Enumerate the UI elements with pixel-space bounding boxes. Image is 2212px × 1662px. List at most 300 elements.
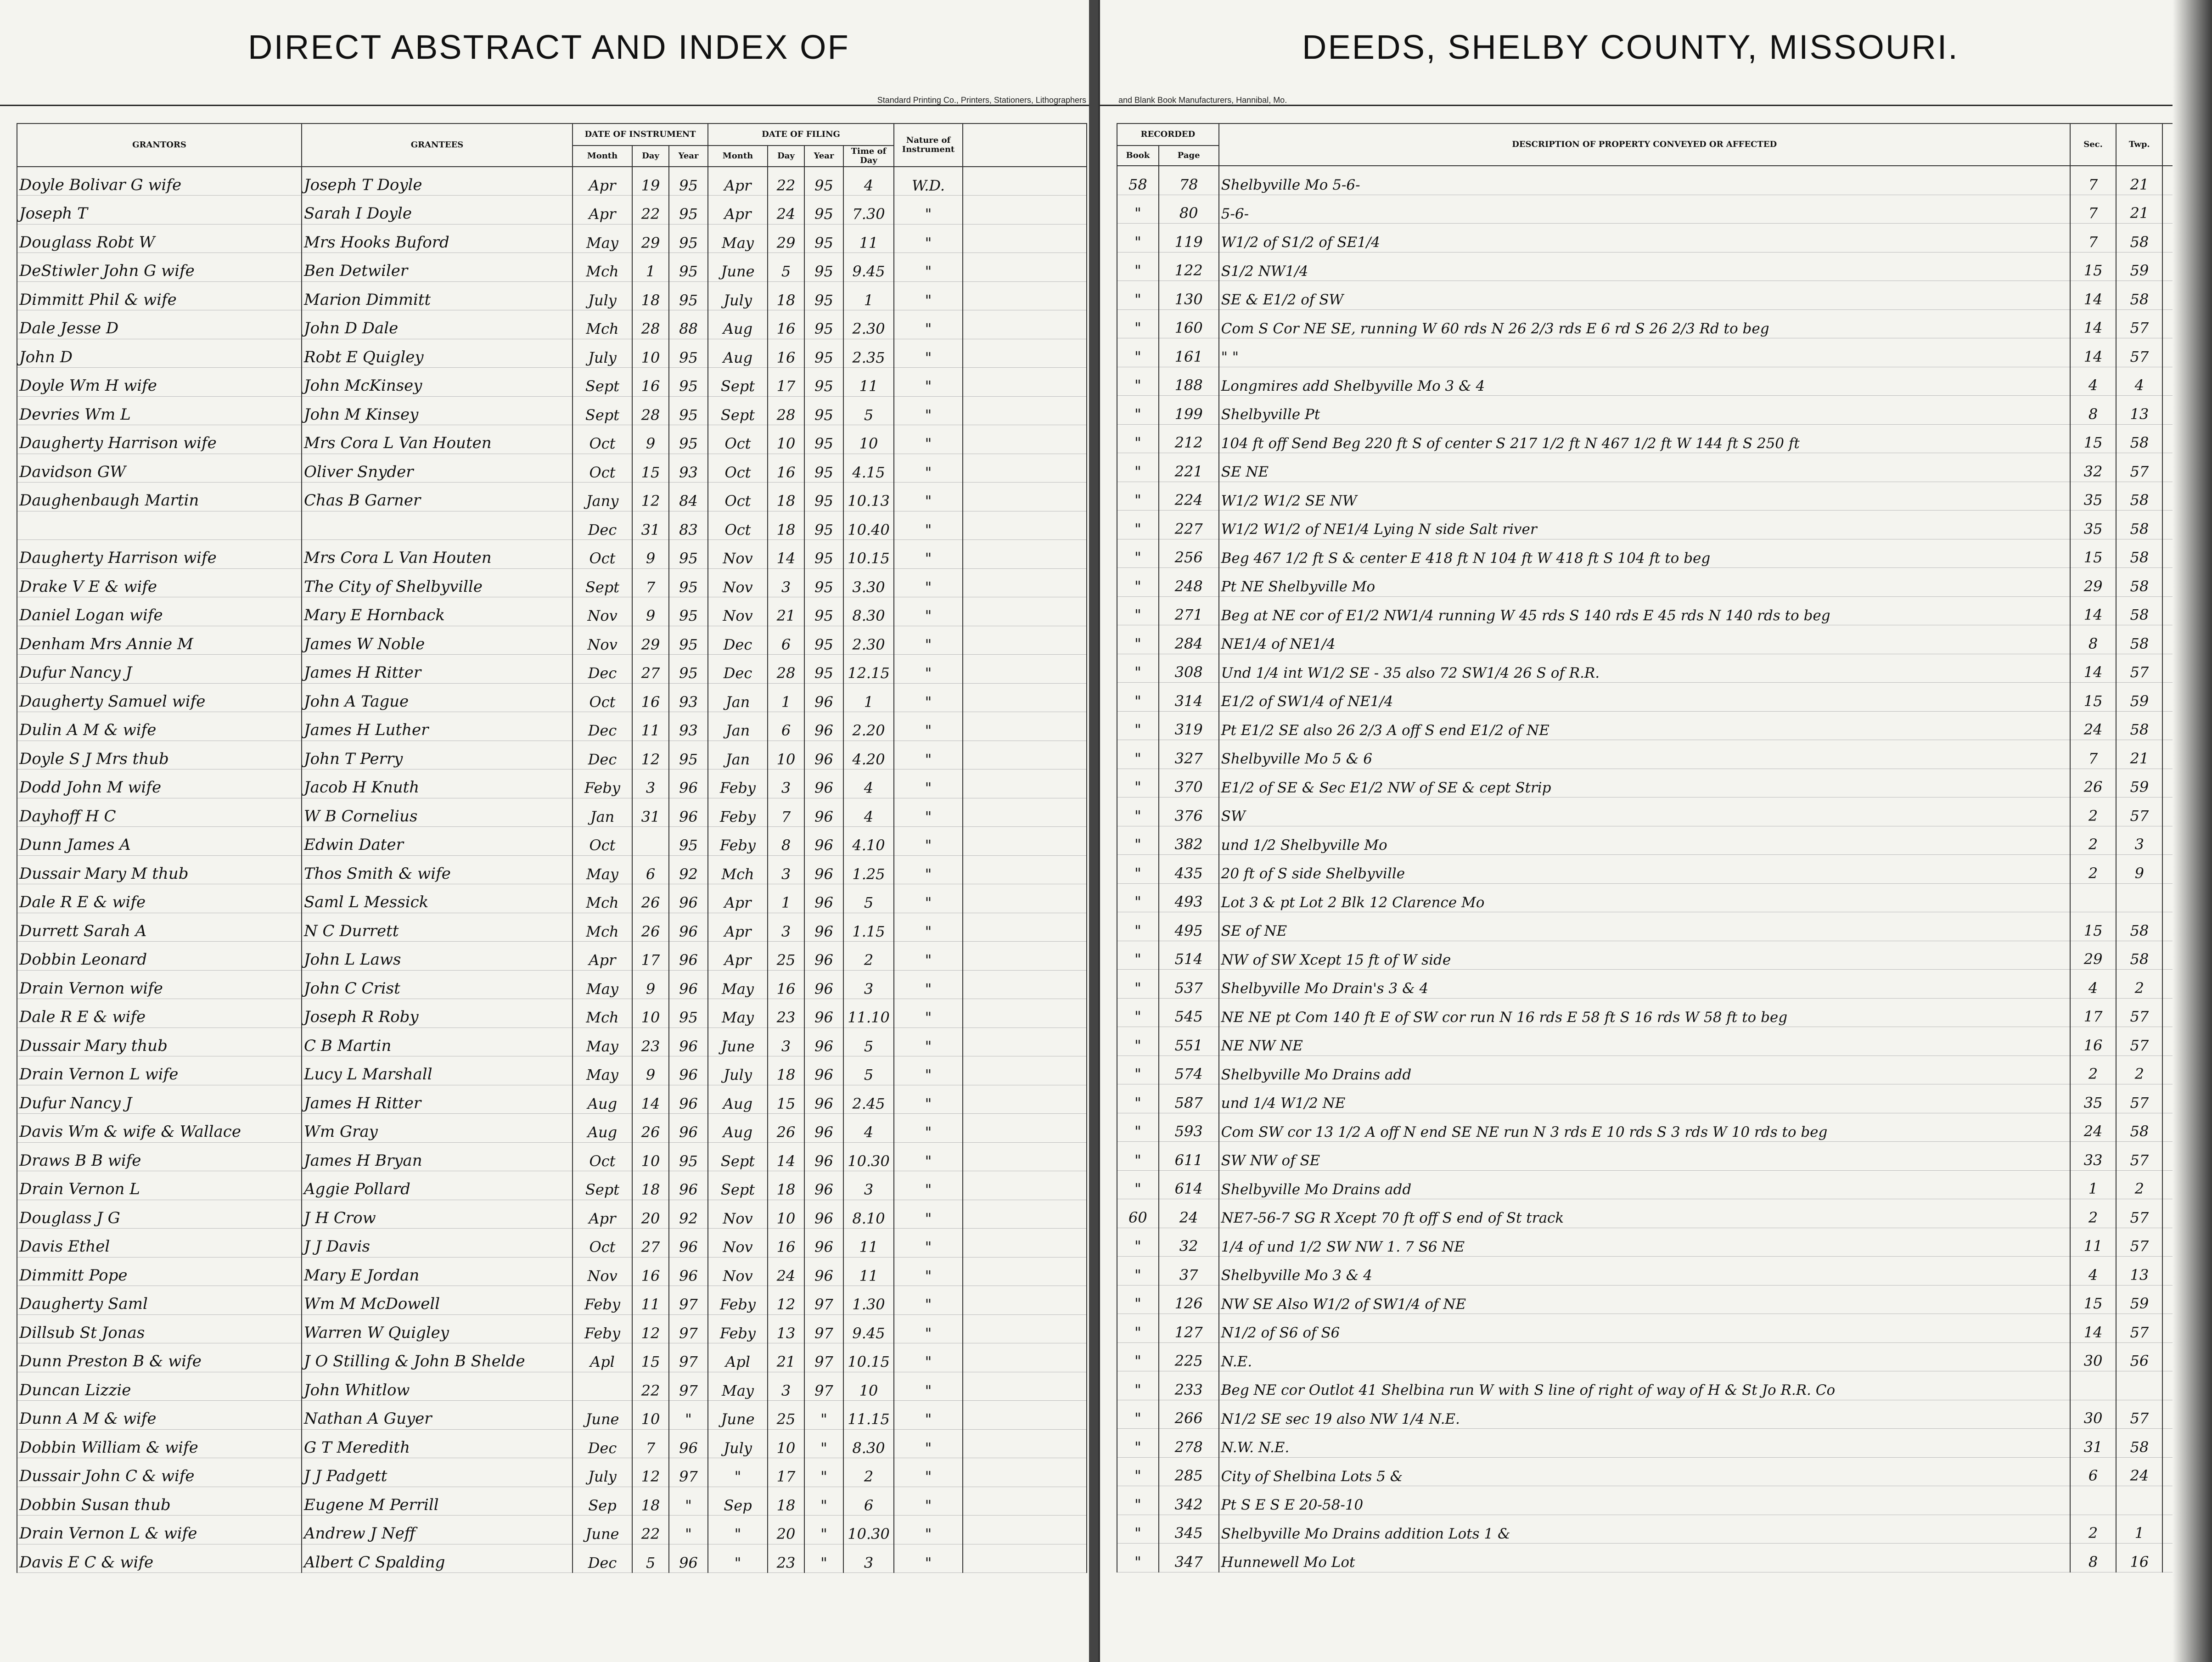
twp-cell: 58 xyxy=(2116,1113,2162,1142)
filing-year-cell: 96 xyxy=(804,970,843,999)
month-cell: May xyxy=(573,1028,632,1056)
year-cell: 95 xyxy=(669,253,708,282)
nature-cell: " xyxy=(894,999,963,1028)
day-cell: 14 xyxy=(632,1085,669,1114)
page-cell: 224 xyxy=(1159,482,1219,511)
ledger-row xyxy=(17,1286,1087,1315)
month-cell: Feby xyxy=(573,769,632,798)
book-cell: " xyxy=(1117,1371,1159,1400)
blank-cell xyxy=(963,568,1087,597)
ledger-row xyxy=(1117,568,2209,597)
title-rule xyxy=(0,105,1089,106)
grantee-cell: Mary E Jordan xyxy=(302,1257,573,1286)
filing-year-cell: " xyxy=(804,1401,843,1430)
ledger-row xyxy=(1117,883,2209,912)
nature-cell: " xyxy=(894,1487,963,1516)
day-cell xyxy=(632,827,669,856)
time-cell: 4 xyxy=(843,1114,894,1143)
description-cell: NW SE Also W1/2 of SW1/4 of NE xyxy=(1219,1285,2070,1314)
ledger-row xyxy=(1117,826,2209,855)
blank-cell xyxy=(963,1056,1087,1085)
grantee-cell: James H Luther xyxy=(302,712,573,741)
month-cell: Feby xyxy=(573,1286,632,1315)
ledger-row xyxy=(17,568,1087,597)
day-cell: 17 xyxy=(632,942,669,971)
day-cell: 18 xyxy=(632,281,669,310)
page-cell: 212 xyxy=(1159,424,1219,453)
book-cell: " xyxy=(1117,568,1159,597)
grantor-cell: Dunn A M & wife xyxy=(17,1401,302,1430)
ledger-row xyxy=(17,970,1087,999)
page-cell: 199 xyxy=(1159,396,1219,425)
year-cell: 96 xyxy=(669,913,708,942)
year-cell: 96 xyxy=(669,1257,708,1286)
month-cell: Sept xyxy=(573,368,632,397)
day-cell: 22 xyxy=(632,1372,669,1401)
ledger-row xyxy=(17,310,1087,339)
filing-month-cell: Apr xyxy=(708,196,768,225)
page-cell: 221 xyxy=(1159,453,1219,482)
time-cell: 5 xyxy=(843,884,894,913)
sec-cell: 7 xyxy=(2070,224,2117,253)
ledger-row xyxy=(17,1114,1087,1143)
book-cell: " xyxy=(1117,424,1159,453)
time-cell: 3.30 xyxy=(843,568,894,597)
grantor-cell: Dale R E & wife xyxy=(17,999,302,1028)
page-cell: 370 xyxy=(1159,769,1219,797)
grantee-cell: Joseph R Roby xyxy=(302,999,573,1028)
sec-cell xyxy=(2070,883,2117,912)
blank-cell xyxy=(963,942,1087,971)
grantor-cell: Devries Wm L xyxy=(17,396,302,425)
time-cell: 11 xyxy=(843,1229,894,1258)
twp-cell xyxy=(2116,1371,2162,1400)
book-cell: 58 xyxy=(1117,166,1159,195)
description-cell: N1/2 SE sec 19 also NW 1/4 N.E. xyxy=(1219,1400,2070,1429)
month-cell xyxy=(573,1372,632,1401)
filing-day-cell: 18 xyxy=(768,483,804,511)
time-cell: 2.20 xyxy=(843,712,894,741)
ledger-row xyxy=(17,454,1087,483)
ledger-row xyxy=(1117,1429,2209,1458)
book-cell: " xyxy=(1117,453,1159,482)
twp-cell: 58 xyxy=(2116,596,2162,625)
filing-month-cell: Apr xyxy=(708,167,768,196)
twp-cell: 57 xyxy=(2116,1084,2162,1113)
nature-cell: " xyxy=(894,827,963,856)
book-cell: " xyxy=(1117,912,1159,941)
filing-day-cell: 24 xyxy=(768,196,804,225)
blank-cell xyxy=(963,1200,1087,1229)
ledger-row xyxy=(1117,912,2209,941)
year-cell: 95 xyxy=(669,655,708,684)
ledger-row xyxy=(1117,224,2209,253)
twp-cell xyxy=(2116,1486,2162,1515)
grantor-cell: Drain Vernon L xyxy=(17,1171,302,1200)
twp-cell: 59 xyxy=(2116,1285,2162,1314)
twp-cell: 58 xyxy=(2116,711,2162,740)
description-cell: Shelbyville Mo Drains add xyxy=(1219,1056,2070,1084)
time-cell: 10.30 xyxy=(843,1142,894,1171)
grantor-cell: Daugherty Saml xyxy=(17,1286,302,1315)
nature-cell: " xyxy=(894,712,963,741)
month-cell: June xyxy=(573,1401,632,1430)
twp-cell: 58 xyxy=(2116,511,2162,539)
month-cell: Sept xyxy=(573,396,632,425)
month-cell: Nov xyxy=(573,1257,632,1286)
sec-header: Sec. xyxy=(2070,124,2117,166)
page-cell: 122 xyxy=(1159,252,1219,281)
time-cell: 10 xyxy=(843,1372,894,1401)
ledger-row xyxy=(1117,1342,2209,1371)
filing-year-cell: 96 xyxy=(804,712,843,741)
description-cell: SE & E1/2 of SW xyxy=(1219,281,2070,310)
nature-header: Nature of Instrument xyxy=(894,124,963,167)
day-cell: 9 xyxy=(632,970,669,999)
grantor-cell xyxy=(17,511,302,540)
page-edge xyxy=(2173,0,2212,1662)
filing-month-cell: May xyxy=(708,970,768,999)
grantor-cell: Dillsub St Jonas xyxy=(17,1314,302,1343)
time-cell: 6 xyxy=(843,1487,894,1516)
book-cell: " xyxy=(1117,367,1159,396)
grantees-header: GRANTEES xyxy=(302,124,573,167)
ledger-row xyxy=(17,1487,1087,1516)
filing-year-cell: 95 xyxy=(804,597,843,626)
sec-cell: 2 xyxy=(2070,1515,2117,1544)
day-cell: 10 xyxy=(632,1401,669,1430)
twp-cell: 58 xyxy=(2116,912,2162,941)
month-cell: Oct xyxy=(573,540,632,569)
description-cell: Com SW cor 13 1/2 A off N end SE NE run N 3 rds E 10 rds S 3 rds W 10 rds to beg xyxy=(1219,1113,2070,1142)
twp-cell: 1 xyxy=(2116,1515,2162,1544)
filing-year-cell: 97 xyxy=(804,1372,843,1401)
page-cell: 376 xyxy=(1159,797,1219,826)
blank-cell xyxy=(963,224,1087,253)
filing-month-cell: Feby xyxy=(708,827,768,856)
description-cell: und 1/4 W1/2 NE xyxy=(1219,1084,2070,1113)
grantor-cell: Davis E C & wife xyxy=(17,1544,302,1573)
description-cell: Shelbyville Mo Drain's 3 & 4 xyxy=(1219,970,2070,999)
description-cell: W1/2 of S1/2 of SE1/4 xyxy=(1219,224,2070,253)
month-cell: Feby xyxy=(573,1314,632,1343)
ledger-row xyxy=(1117,252,2209,281)
ledger-row xyxy=(17,626,1087,655)
filing-year-cell: 96 xyxy=(804,1056,843,1085)
sec-cell: 33 xyxy=(2070,1142,2117,1171)
description-cell: NW of SW Xcept 15 ft of W side xyxy=(1219,941,2070,970)
filing-year-cell: 96 xyxy=(804,913,843,942)
blank-cell xyxy=(963,798,1087,827)
grantee-cell: James H Ritter xyxy=(302,655,573,684)
page-cell: 227 xyxy=(1159,511,1219,539)
ledger-row xyxy=(17,999,1087,1028)
day-cell: 29 xyxy=(632,626,669,655)
page-cell: 537 xyxy=(1159,970,1219,999)
time-cell: 5 xyxy=(843,396,894,425)
grantee-cell: Mrs Cora L Van Houten xyxy=(302,540,573,569)
filing-year-cell: " xyxy=(804,1487,843,1516)
filing-month-cell: Oct xyxy=(708,483,768,511)
sec-cell xyxy=(2070,1486,2117,1515)
nature-cell: " xyxy=(894,1401,963,1430)
grantor-cell: Dussair John C & wife xyxy=(17,1458,302,1487)
filing-month-cell: Aug xyxy=(708,1114,768,1143)
sec-cell: 17 xyxy=(2070,998,2117,1027)
nature-cell: " xyxy=(894,1429,963,1458)
sec-cell xyxy=(2070,1371,2117,1400)
page-cell: 119 xyxy=(1159,224,1219,253)
ledger-row xyxy=(17,655,1087,684)
ledger-row xyxy=(17,167,1087,196)
book-cell: " xyxy=(1117,338,1159,367)
grantee-cell: The City of Shelbyville xyxy=(302,568,573,597)
month-cell: June xyxy=(573,1516,632,1544)
filing-month-cell: Jan xyxy=(708,683,768,712)
ledger-row xyxy=(17,511,1087,540)
filing-year-cell: 96 xyxy=(804,827,843,856)
ledger-row xyxy=(1117,1084,2209,1113)
filing-day-cell: 16 xyxy=(768,310,804,339)
grantor-cell: Drain Vernon wife xyxy=(17,970,302,999)
filing-day-cell: 10 xyxy=(768,1429,804,1458)
twp-cell: 58 xyxy=(2116,1429,2162,1458)
twp-cell: 24 xyxy=(2116,1457,2162,1486)
book-cell: " xyxy=(1117,625,1159,654)
sec-cell: 35 xyxy=(2070,482,2117,511)
ledger-row xyxy=(17,1429,1087,1458)
time-cell: 3 xyxy=(843,970,894,999)
filing-day-header: Day xyxy=(768,146,804,167)
filing-day-cell: 18 xyxy=(768,1487,804,1516)
filing-day-cell: 23 xyxy=(768,1544,804,1573)
filing-month-cell: Nov xyxy=(708,597,768,626)
year-cell: 96 xyxy=(669,1229,708,1258)
ledger-row xyxy=(17,1056,1087,1085)
filing-month-cell: Apr xyxy=(708,913,768,942)
time-cell: 7.30 xyxy=(843,196,894,225)
filing-day-cell: 10 xyxy=(768,1200,804,1229)
book-cell: " xyxy=(1117,711,1159,740)
year-cell: 84 xyxy=(669,483,708,511)
time-cell: 10.15 xyxy=(843,540,894,569)
book-cell: " xyxy=(1117,998,1159,1027)
book-cell: " xyxy=(1117,195,1159,224)
blank-cell xyxy=(963,310,1087,339)
left-page-title: DIRECT ABSTRACT AND INDEX OF xyxy=(248,28,850,66)
page-cell: 611 xyxy=(1159,1142,1219,1171)
month-cell: May xyxy=(573,855,632,884)
grantee-cell: Mrs Cora L Van Houten xyxy=(302,425,573,454)
blank-cell xyxy=(963,1314,1087,1343)
filing-month-cell: Sep xyxy=(708,1487,768,1516)
month-cell: May xyxy=(573,1056,632,1085)
ledger-row xyxy=(1117,396,2209,425)
ledger-row xyxy=(1117,1142,2209,1171)
grantee-cell: John McKinsey xyxy=(302,368,573,397)
month-cell: Dec xyxy=(573,712,632,741)
day-cell: 1 xyxy=(632,253,669,282)
nature-cell: " xyxy=(894,1056,963,1085)
month-cell: Oct xyxy=(573,1142,632,1171)
twp-cell: 4 xyxy=(2116,367,2162,396)
blank-cell xyxy=(963,281,1087,310)
book-cell: " xyxy=(1117,1486,1159,1515)
month-cell: Mch xyxy=(573,310,632,339)
grantee-cell: Robt E Quigley xyxy=(302,339,573,368)
blank-cell xyxy=(963,1458,1087,1487)
sec-cell: 26 xyxy=(2070,769,2117,797)
grantee-cell: Mary E Hornback xyxy=(302,597,573,626)
page-cell: 160 xyxy=(1159,309,1219,338)
filing-year-cell: " xyxy=(804,1516,843,1544)
grantee-cell: Warren W Quigley xyxy=(302,1314,573,1343)
ledger-row xyxy=(1117,166,2209,195)
time-cell: 3 xyxy=(843,1544,894,1573)
year-cell: 96 xyxy=(669,1171,708,1200)
sec-cell: 15 xyxy=(2070,424,2117,453)
page-cell: 78 xyxy=(1159,166,1219,195)
filing-month-header: Month xyxy=(708,146,768,167)
filing-month-cell: Sept xyxy=(708,396,768,425)
twp-cell: 13 xyxy=(2116,396,2162,425)
month-cell: May xyxy=(573,970,632,999)
time-cell: 2.30 xyxy=(843,310,894,339)
filing-year-cell: 96 xyxy=(804,942,843,971)
nature-cell: " xyxy=(894,970,963,999)
nature-cell: " xyxy=(894,253,963,282)
month-cell: Dec xyxy=(573,741,632,769)
book-cell: " xyxy=(1117,826,1159,855)
sec-cell: 7 xyxy=(2070,166,2117,195)
book-cell: " xyxy=(1117,970,1159,999)
day-cell: 18 xyxy=(632,1487,669,1516)
filing-year-header: Year xyxy=(804,146,843,167)
blank-cell xyxy=(963,655,1087,684)
grantee-cell: Lucy L Marshall xyxy=(302,1056,573,1085)
ledger-row xyxy=(1117,1314,2209,1343)
ledger-row xyxy=(1117,1056,2209,1084)
ledger-row xyxy=(17,769,1087,798)
page-cell: 345 xyxy=(1159,1515,1219,1544)
filing-day-cell: 10 xyxy=(768,425,804,454)
page-cell: 314 xyxy=(1159,683,1219,712)
month-cell: July xyxy=(573,339,632,368)
year-cell: 93 xyxy=(669,454,708,483)
grantee-cell: John D Dale xyxy=(302,310,573,339)
blank-cell xyxy=(963,1286,1087,1315)
twp-header: Twp. xyxy=(2116,124,2162,166)
grantee-cell: James W Noble xyxy=(302,626,573,655)
year-cell: " xyxy=(669,1487,708,1516)
filing-day-cell: 21 xyxy=(768,1343,804,1372)
right-imprint: and Blank Book Manufacturers, Hannibal, Mo. xyxy=(1118,95,1287,105)
day-cell: 16 xyxy=(632,683,669,712)
nature-cell: " xyxy=(894,741,963,769)
grantor-cell: Dodd John M wife xyxy=(17,769,302,798)
filing-day-cell: 3 xyxy=(768,913,804,942)
description-cell: Und 1/4 int W1/2 SE - 35 also 72 SW1/4 26 S of R.R. xyxy=(1219,654,2070,683)
day-cell: 5 xyxy=(632,1544,669,1573)
time-cell: 4.10 xyxy=(843,827,894,856)
day-cell: 11 xyxy=(632,712,669,741)
book-cell: 60 xyxy=(1117,1199,1159,1228)
ledger-row xyxy=(1117,1113,2209,1142)
grantor-rows xyxy=(17,167,1087,1573)
ledger-row xyxy=(17,368,1087,397)
blank-cell xyxy=(963,855,1087,884)
filing-day-cell: 15 xyxy=(768,1085,804,1114)
book-cell: " xyxy=(1117,596,1159,625)
twp-cell: 59 xyxy=(2116,769,2162,797)
blank-cell xyxy=(963,1028,1087,1056)
filing-month-cell: July xyxy=(708,281,768,310)
twp-cell: 57 xyxy=(2116,998,2162,1027)
year-cell: 95 xyxy=(669,339,708,368)
filing-day-cell: 25 xyxy=(768,1401,804,1430)
page-cell: 278 xyxy=(1159,1429,1219,1458)
blank-cell xyxy=(963,1401,1087,1430)
page-cell: 161 xyxy=(1159,338,1219,367)
filing-day-cell: 10 xyxy=(768,741,804,769)
time-cell: 12.15 xyxy=(843,655,894,684)
grantor-cell: Drain Vernon L wife xyxy=(17,1056,302,1085)
blank-cell xyxy=(963,167,1087,196)
page-cell: 435 xyxy=(1159,855,1219,884)
nature-cell: " xyxy=(894,1516,963,1544)
filing-day-cell: 3 xyxy=(768,568,804,597)
description-cell: W1/2 W1/2 of NE1/4 Lying N side Salt river xyxy=(1219,511,2070,539)
ledger-row xyxy=(1117,281,2209,310)
filing-month-cell: Feby xyxy=(708,798,768,827)
sec-cell: 8 xyxy=(2070,625,2117,654)
filing-day-cell: 24 xyxy=(768,1257,804,1286)
page-cell: 382 xyxy=(1159,826,1219,855)
description-cell: E1/2 of SE & Sec E1/2 NW of SE & cept Strip xyxy=(1219,769,2070,797)
filing-day-cell: 28 xyxy=(768,655,804,684)
filing-day-cell: 3 xyxy=(768,769,804,798)
year-cell: 96 xyxy=(669,1056,708,1085)
nature-cell: " xyxy=(894,568,963,597)
filing-day-cell: 21 xyxy=(768,597,804,626)
time-cell: 10 xyxy=(843,425,894,454)
filing-year-cell: 96 xyxy=(804,855,843,884)
nature-cell: " xyxy=(894,855,963,884)
twp-cell: 57 xyxy=(2116,1400,2162,1429)
nature-cell: " xyxy=(894,511,963,540)
blank-cell xyxy=(963,884,1087,913)
month-cell: Dec xyxy=(573,511,632,540)
description-cell: Shelbyville Mo 5 & 6 xyxy=(1219,740,2070,769)
grantor-cell: Dimmitt Pope xyxy=(17,1257,302,1286)
year-cell: 96 xyxy=(669,942,708,971)
filing-day-cell: 17 xyxy=(768,1458,804,1487)
filing-day-cell: 18 xyxy=(768,1171,804,1200)
filing-month-cell: May xyxy=(708,224,768,253)
ledger-row xyxy=(1117,740,2209,769)
day-cell: 26 xyxy=(632,1114,669,1143)
ledger-row xyxy=(17,1028,1087,1056)
blank-cell xyxy=(963,769,1087,798)
time-cell: 1.25 xyxy=(843,855,894,884)
grantor-cell: DeStiwler John G wife xyxy=(17,253,302,282)
day-cell: 11 xyxy=(632,1286,669,1315)
description-cell: NE7-56-7 SG R Xcept 70 ft off S end of St track xyxy=(1219,1199,2070,1228)
day-cell: 7 xyxy=(632,568,669,597)
day-cell: 12 xyxy=(632,1314,669,1343)
ledger-row xyxy=(17,597,1087,626)
book-cell: " xyxy=(1117,539,1159,568)
